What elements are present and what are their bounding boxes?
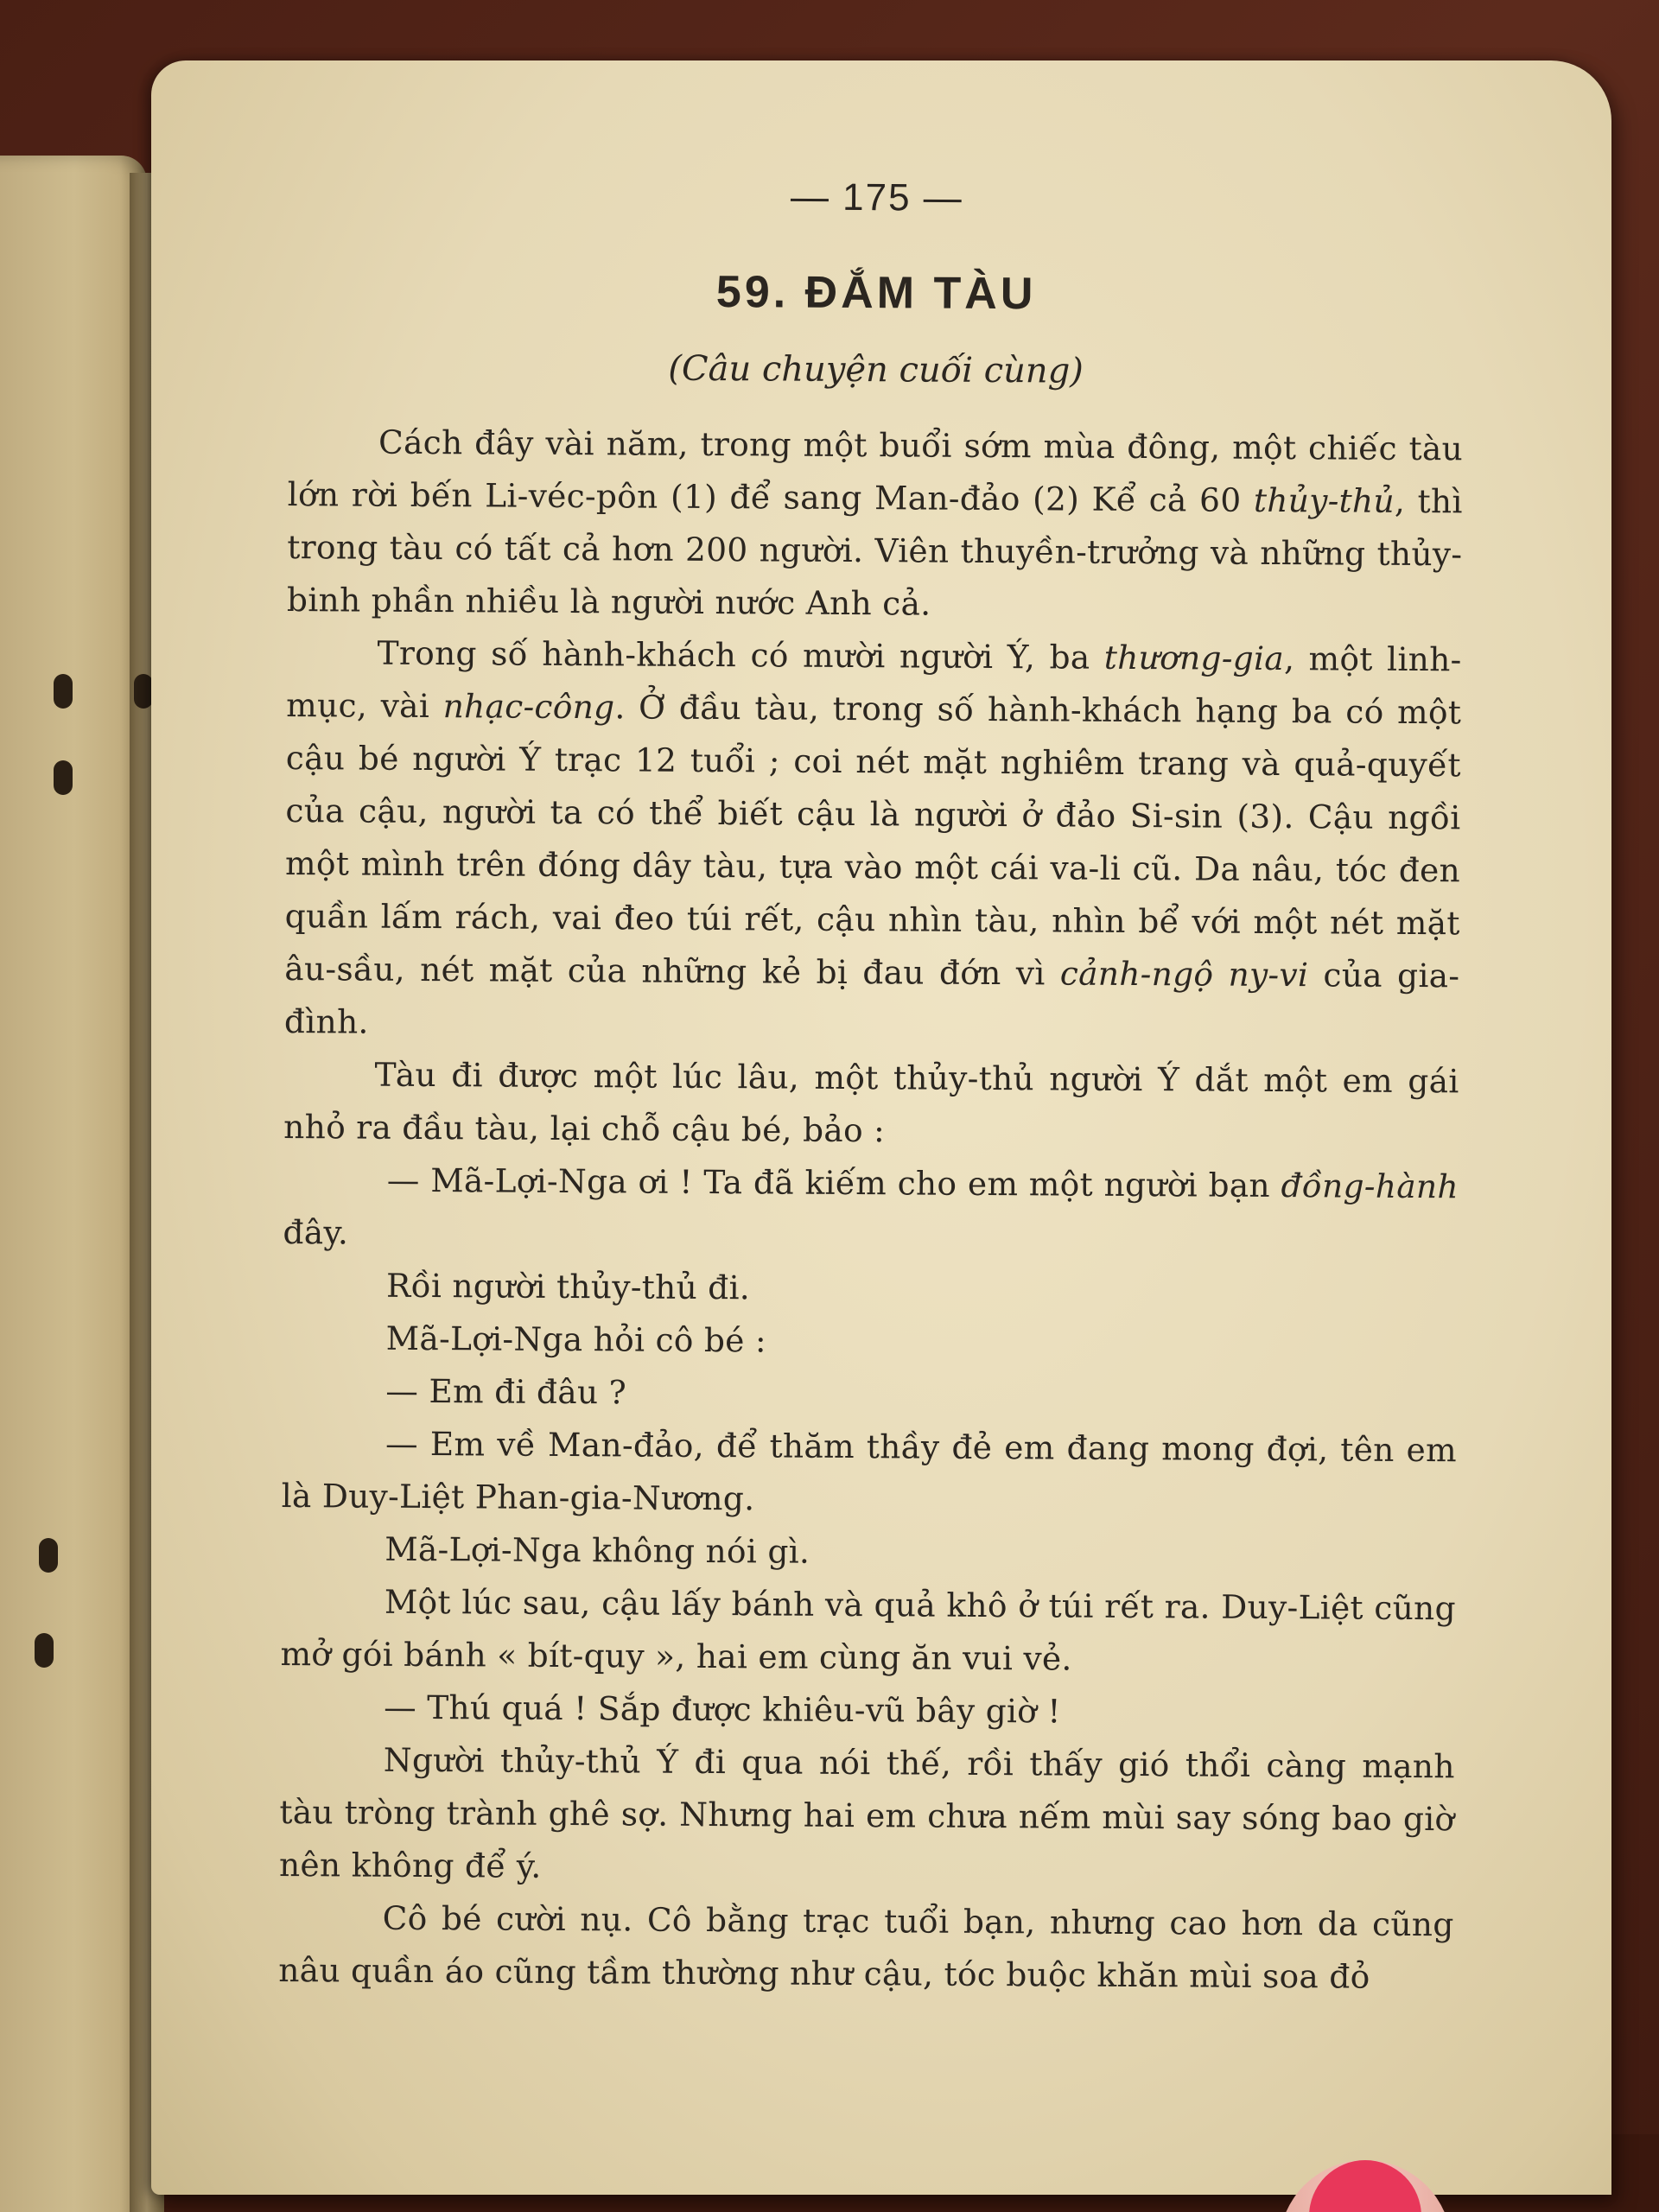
text-run: , một linh-mục, vài <box>286 639 1462 726</box>
binding-hole-icon <box>35 1633 54 1668</box>
binding-hole-icon <box>54 760 73 795</box>
paragraph <box>281 1417 1457 1529</box>
paragraph <box>283 1312 1458 1371</box>
paragraph <box>280 1575 1456 1688</box>
left-page-edge <box>0 156 147 2212</box>
binding-hole-icon <box>134 674 153 709</box>
paragraph <box>283 1259 1458 1319</box>
italic-term: thủy-thủ <box>1253 480 1395 520</box>
text-run: Cô bé cười nụ. Cô bằng trạc tuổi bạn, nhưng cao hơn da cũng nâu quần áo cũng tầm thường như cậu, tóc buộc khăn mùi soa đỏ <box>278 1898 1454 1996</box>
text-run: — Thú quá ! Sắp được khiêu-vũ bây giờ ! <box>384 1688 1061 1731</box>
paragraph <box>278 1891 1454 2004</box>
text-run: — Mã-Lợi-Nga ơi ! Ta đã kiếm cho em một người bạn <box>386 1160 1281 1205</box>
page-content <box>278 173 1465 2004</box>
binding-hole-icon <box>54 674 73 709</box>
binding-hole-icon <box>39 1538 58 1573</box>
italic-term: cảnh-ngộ ny-vi <box>1059 954 1309 995</box>
paragraph <box>287 416 1463 633</box>
text-run: Người thủy-thủ Ý đi qua nói thế, rồi thấy gió thổi càng mạnh tàu tròng trành ghê sợ. Nhưng hai em chưa nếm mùi say sóng bao giờ nên không để ý. <box>278 1740 1455 1885</box>
body-text <box>278 416 1463 2004</box>
text-run: Một lúc sau, cậu lấy bánh và quả khô ở túi rết ra. Duy-Liệt cũng mở gói bánh « bít-quy », hai em cùng ăn vui vẻ. <box>280 1582 1457 1678</box>
text-run: Rồi người thủy-thủ đi. <box>386 1266 751 1307</box>
italic-term: nhạc-công <box>442 687 615 727</box>
chapter-subtitle: (Câu chuyện cuối cùng) <box>668 348 1084 391</box>
page-number: — 175 — <box>790 175 963 219</box>
text-run: đây. <box>283 1212 349 1252</box>
paragraph <box>279 1733 1455 1898</box>
text-run: , thì trong tàu có tất cả hơn 200 người. Viên thuyền-trưởng và những thủy-binh phần nhiều là người nước Anh cả. <box>286 481 1463 623</box>
italic-term: đồng-hành <box>1281 1166 1459 1206</box>
text-run: Mã-Lợi-Nga hỏi cô bé : <box>385 1319 767 1360</box>
paragraph <box>282 1364 1457 1424</box>
text-run: Tàu đi được một lúc lâu, một thủy-thủ người Ý dắt một em gái nhỏ ra đầu tàu, lại chỗ cậu bé, bảo : <box>283 1055 1459 1150</box>
text-run: — Em đi đâu ? <box>385 1371 627 1412</box>
text-run: Cách đây vài năm, trong một buổi sớm mùa đông, một chiếc tàu lớn rời bến Li-véc-pôn (1) để sang Man-đảo (2) Kể cả 60 <box>287 423 1464 519</box>
paragraph <box>281 1522 1456 1582</box>
text-run: . Ở đầu tàu, trong số hành-khách hạng ba có một cậu bé người Ý trạc 12 tuổi ; coi nét mặt nghiêm trang và quả-quyết của cậu, người ta có thể biết cậu là người ở đảo Si-sin (3). Cậu ngồi một mình trên đóng dây tàu, tựa vào một cái va-li cũ. Da nâu, tóc đen quần lấm rách, vai đeo túi rết, cậu nhìn tàu, nhìn bể với một nét mặt âu-sầu, nét mặt của những kẻ bị đau đớn vì <box>284 688 1462 993</box>
paragraph <box>283 1154 1459 1266</box>
italic-term: thương-gia <box>1103 638 1285 678</box>
text-run: — Em về Man-đảo, để thăm thầy đẻ em đang mong đợi, tên em là Duy-Liệt Phan-gia-Nương. <box>281 1424 1458 1518</box>
chapter-title: 59. ĐẮM TÀU <box>715 267 1037 320</box>
paragraph <box>283 1048 1459 1160</box>
paragraph <box>284 626 1462 1055</box>
text-run: Trong số hành-khách có mười người Ý, ba <box>377 633 1105 677</box>
text-run: Mã-Lợi-Nga không nói gì. <box>385 1529 810 1571</box>
paragraph <box>280 1681 1455 1740</box>
text-run: của gia-đình. <box>283 956 1460 1041</box>
